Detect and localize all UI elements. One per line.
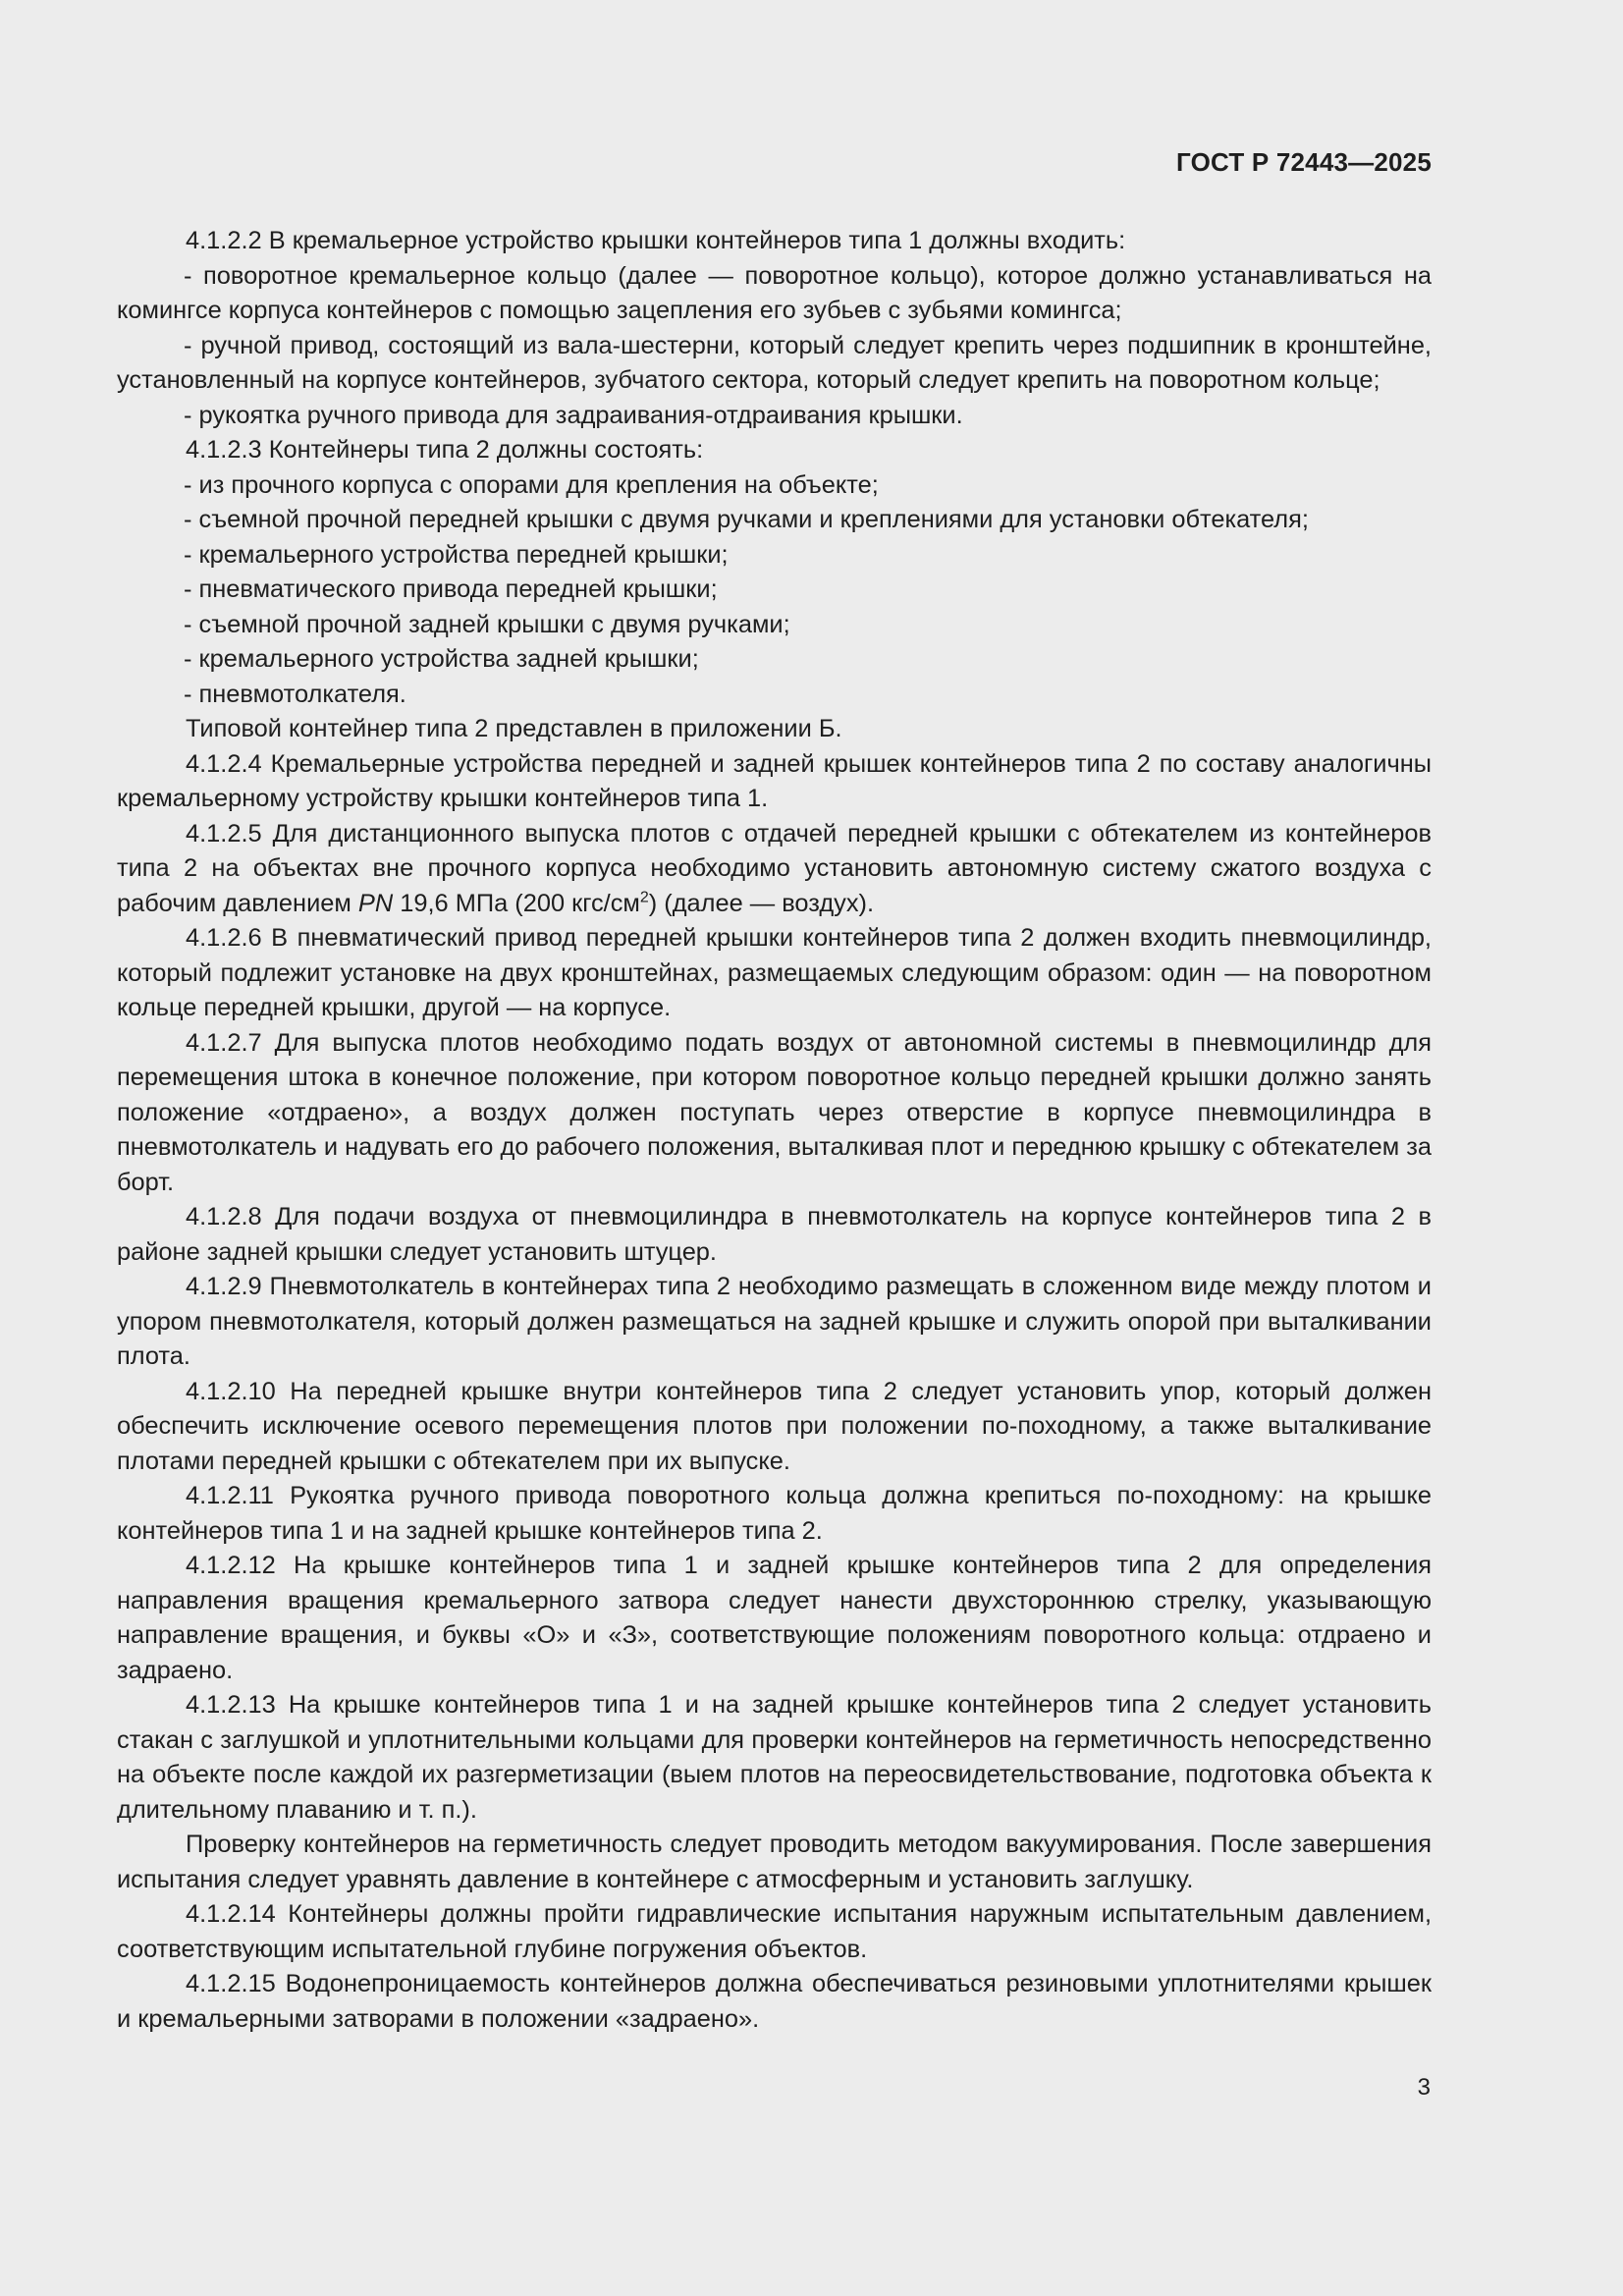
paragraph-4-1-2-15: 4.1.2.15 Водонепроницаемость контейнеров должна обеспечиваться резиновыми уплотнителями крышек и кремальерными затворами в положении «задраено». [117,1970,1432,2033]
paragraph-4-1-2-13: 4.1.2.13 На крышке контейнеров типа 1 и на задней крышке контейнеров типа 2 следует установить стакан с заглушкой и уплотнительными кольцами для проверки контейнеров на герметичность непосредственно на объекте после каждой их разгерметизации (выем плотов на переосвидетельствование, подготовка объекта к длительному плаванию и т. п.). [117,1691,1432,1824]
paragraph-4-1-2-6: 4.1.2.6 В пневматический привод передней крышки контейнеров типа 2 должен входить пневмоцилиндр, который подлежит установке на двух кронштейнах, размещаемых следующим образом: один — на поворотном кольце передней крышки, другой — на корпусе. [117,924,1432,1021]
paragraph-4-1-2-8: 4.1.2.8 Для подачи воздуха от пневмоцилиндра в пневмотолкатель на корпусе контейнеров типа 2 в районе задней крышки следует установить штуцер. [117,1203,1432,1266]
paragraph-vacuum-test: Проверку контейнеров на герметичность следует проводить методом вакуумирования. После завершения испытания следует уравнять давление в контейнере с атмосферным и установить заглушку. [117,1831,1432,1893]
superscript-two: 2 [639,889,649,906]
list-item-handle: - рукоятка ручного привода для задраивания-отдраивания крышки. [184,401,963,429]
paragraph-4-1-2-3: 4.1.2.3 Контейнеры типа 2 должны состоять: [186,436,704,464]
paragraph-4-1-2-14: 4.1.2.14 Контейнеры должны пройти гидравлические испытания наружным испытательным давлением, соответствующим испытательной глубине погружения объектов. [117,1900,1432,1963]
list-item-front-rack-device: - кремальерного устройства передней крышки; [184,540,729,569]
list-item-front-cover: - съемной прочной передней крышки с двумя ручками и креплениями для установки обтекателя; [184,506,1309,533]
paragraph-4-1-2-10: 4.1.2.10 На передней крышке внутри контейнеров типа 2 следует установить упор, который должен обеспечить исключение осевого перемещения плотов при положении по-походному, а также выталкивание плотами передней крышки с обтекателем при их выпуске. [117,1377,1432,1475]
document-body [117,224,1432,2037]
paragraph-4-1-2-11: 4.1.2.11 Рукоятка ручного привода поворотного кольца должна крепиться по-походному: на крышке контейнеров типа 1 и на задней крышке контейнеров типа 2. [117,1482,1432,1545]
paragraph-4-1-2-5 [117,817,1432,922]
paragraph-4-1-2-12: 4.1.2.12 На крышке контейнеров типа 1 и задней крышке контейнеров типа 2 для определения направления вращения кремальерного затвора следует нанести двухстороннюю стрелку, указывающую направление вращения, и буквы «О» и «З», соответствующие положениям поворотного кольца: отдраено и задраено. [117,1552,1432,1684]
list-item-rotary-ring: - поворотное кремальерное кольцо (далее — поворотное кольцо), которое должно устанавливаться на комингсе корпуса контейнеров с помощью зацепления его зубьев с зубьями комингса; [117,261,1432,324]
paragraph-typical-container: Типовой контейнер типа 2 представлен в приложении Б. [186,715,842,742]
paragraph-4-1-2-9: 4.1.2.9 Пневмотолкатель в контейнерах типа 2 необходимо размещать в сложенном виде между плотом и упором пневмотолкателя, который должен размещаться на задней крышке и служить опорой при выталкивании плота. [117,1273,1432,1370]
list-item-rear-cover: - съемной прочной задней крышки с двумя ручками; [184,610,790,638]
paragraph-4-1-2-5-text-a: 4.1.2.5 Для дистанционного выпуска плотов с отдачей передней крышки с обтекателем из контейнеров типа 2 на объектах вне прочного корпуса необходимо установить автономную систему сжатого воздуха с рабочим давлением [117,819,1432,917]
paragraph-4-1-2-5-text-b: 19,6 МПа (200 кгс/см [393,889,640,917]
list-item-pneumatic-drive: - пневматического привода передней крышки; [184,575,718,603]
list-item-pusher: - пневмотолкателя. [184,680,406,708]
paragraph-4-1-2-5-text-c: ) (далее — воздух). [648,889,875,917]
document-code-header: ГОСТ Р 72443—2025 [1176,147,1432,177]
paragraph-4-1-2-2: 4.1.2.2 В кремальерное устройство крышки контейнеров типа 1 должны входить: [186,227,1126,254]
list-item-rear-rack-device: - кремальерного устройства задней крышки; [184,645,699,673]
pressure-symbol: PN [357,889,394,917]
paragraph-4-1-2-7: 4.1.2.7 Для выпуска плотов необходимо подать воздух от автономной системы в пневмоцилиндр для перемещения штока в конечное положение, при котором поворотное кольцо передней крышки должно занять положение «отдраено», а воздух должен поступать через отверстие в корпусе пневмоцилиндра в пневмотолкатель и надувать его до рабочего положения, выталкивая плот и переднюю крышку с обтекателем за борт. [117,1028,1432,1196]
paragraph-4-1-2-4: 4.1.2.4 Кремальерные устройства передней и задней крышек контейнеров типа 2 по составу аналогичны кремальерному устройству крышки контейнеров типа 1. [117,749,1432,812]
list-item-body: - из прочного корпуса с опорами для крепления на объекте; [184,470,879,499]
list-item-manual-drive: - ручной привод, состоящий из вала-шестерни, который следует крепить через подшипник в кронштейне, установленный на корпусе контейнеров, зубчатого сектора, который следует крепить на поворотном кольце; [117,331,1432,394]
page-number: 3 [1417,2074,1431,2101]
